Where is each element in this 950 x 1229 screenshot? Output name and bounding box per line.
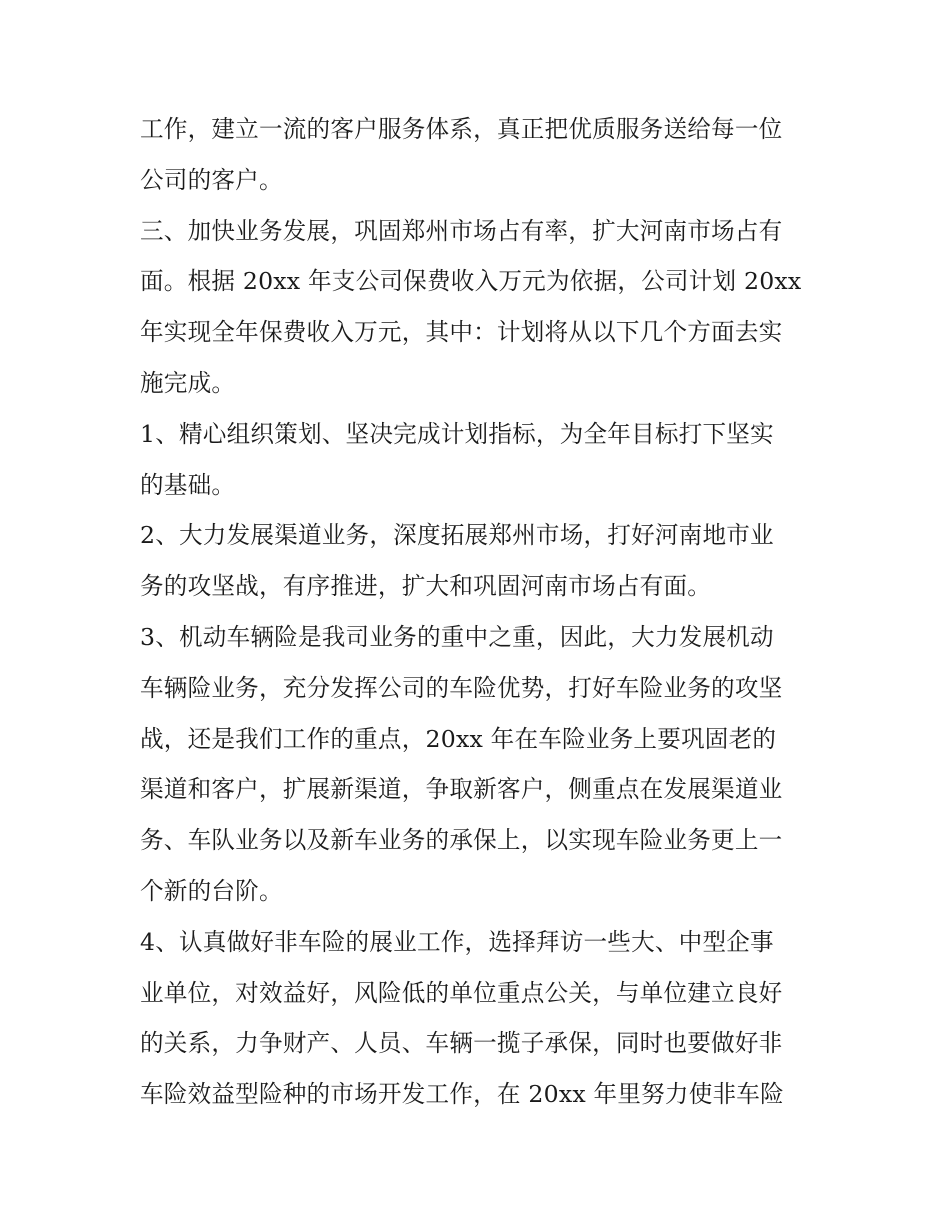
text-line: 个新的台阶。 <box>140 876 283 905</box>
text-line: 施完成。 <box>140 368 236 397</box>
text-line: 三、加快业务发展，巩固郑州市场占有率，扩大河南市场占有 <box>140 216 783 245</box>
text-line: 1、精心组织策划、坚决完成计划指标，为全年目标打下坚实 <box>140 419 774 448</box>
text-line: 务的攻坚战，有序推进，扩大和巩固河南市场占有面。 <box>140 572 712 601</box>
text-line: 车险效益型险种的市场开发工作，在 20xx 年里努力使非车险 <box>140 1080 784 1109</box>
text-line: 年实现全年保费收入万元，其中：计划将从以下几个方面去实 <box>140 318 783 347</box>
text-line: 面。根据 20xx 年支公司保费收入万元为依据，公司计划 20xx <box>140 267 802 296</box>
text-line: 4、认真做好非车险的展业工作，选择拜访一些大、中型企事 <box>140 927 774 956</box>
text-line: 业单位，对效益好，风险低的单位重点公关，与单位建立良好 <box>140 978 783 1007</box>
text-line: 2、大力发展渠道业务，深度拓展郑州市场，打好河南地市业 <box>140 521 774 550</box>
document-body <box>140 104 820 1120</box>
text-line: 的关系，力争财产、人员、车辆一揽子承保，同时也要做好非 <box>140 1029 783 1058</box>
text-line: 工作，建立一流的客户服务体系，真正把优质服务送给每一位 <box>140 115 783 143</box>
text-line: 战，还是我们工作的重点，20xx 年在车险业务上要巩固老的 <box>140 724 777 753</box>
text-line: 3、机动车辆险是我司业务的重中之重，因此，大力发展机动 <box>140 622 774 651</box>
text-line: 的基础。 <box>140 470 236 499</box>
text-line: 车辆险业务，充分发挥公司的车险优势，打好车险业务的攻坚 <box>140 673 783 702</box>
text-line: 公司的客户。 <box>140 165 283 194</box>
text-line: 务、车队业务以及新车业务的承保上，以实现车险业务更上一 <box>140 826 783 855</box>
text-line: 渠道和客户，扩展新渠道，争取新客户，侧重点在发展渠道业 <box>140 775 783 804</box>
